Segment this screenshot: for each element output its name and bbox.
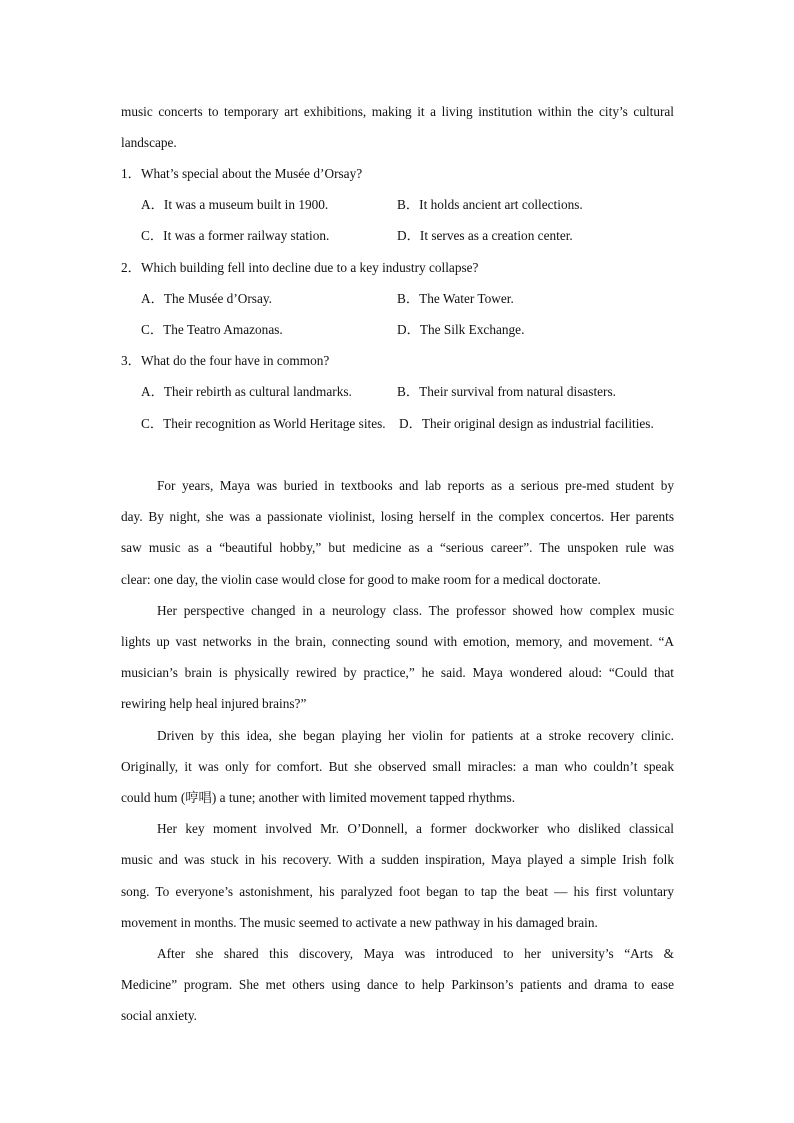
story-line: could hum (哼唱) a tune; another with limited movement tapped rhythms. <box>121 790 516 805</box>
story-line: social anxiety. <box>121 1008 197 1023</box>
story-line: Medicine” program. She met others using dance to help Parkinson’s patients and drama to ease <box>121 977 674 992</box>
story-line: Driven by this idea, she began playing her violin for patients at a stroke recovery clinic. <box>157 728 674 743</box>
story-line: music and was stuck in his recovery. With a sudden inspiration, Maya played a simple Irish folk <box>121 852 674 867</box>
option-1b: B．It holds ancient art collections. <box>397 197 583 212</box>
option-2d: D．The Silk Exchange. <box>397 322 525 337</box>
passage-line: landscape. <box>121 135 177 150</box>
option-2a: A．The Musée d’Orsay. <box>141 291 272 306</box>
story-line: For years, Maya was buried in textbooks and lab reports as a serious pre-med student by <box>157 478 674 493</box>
story-line: day. By night, she was a passionate violinist, losing herself in the complex concertos. Her parents <box>121 509 674 524</box>
story-line: movement in months. The music seemed to activate a new pathway in his damaged brain. <box>121 915 598 930</box>
story-line: clear: one day, the violin case would close for good to make room for a medical doctorate. <box>121 572 601 587</box>
passage-line: music concerts to temporary art exhibitions, making it a living institution within the city’s cultural <box>121 104 674 119</box>
question-2 <box>121 258 674 278</box>
question-text: What’s special about the Musée d’Orsay? <box>140 166 363 181</box>
question-3 <box>121 351 674 371</box>
story-line: Her key moment involved Mr. O’Donnell, a former dockworker who disliked classical <box>157 821 674 836</box>
story-line: musician’s brain is physically rewired by practice,” he said. Maya wondered aloud: “Could that <box>121 665 674 680</box>
option-3c: C．Their recognition as World Heritage sites. <box>141 416 386 431</box>
option-2b: B．The Water Tower. <box>397 291 514 306</box>
question-1 <box>121 164 674 184</box>
story-line: lights up vast networks in the brain, connecting sound with emotion, memory, and movement. “A <box>121 634 674 649</box>
option-3d: D．Their original design as industrial facilities. <box>399 416 654 431</box>
option-2c: C．The Teatro Amazonas. <box>141 322 283 337</box>
question-number: 2． <box>121 260 141 275</box>
story-line: After she shared this discovery, Maya was introduced to her university’s “Arts & <box>157 946 674 961</box>
story-line: Originally, it was only for comfort. But she observed small miracles: a man who couldn’t speak <box>121 759 674 774</box>
story-line: rewiring help heal injured brains?” <box>121 696 307 711</box>
question-number: 3． <box>121 353 141 368</box>
story-line: saw music as a “beautiful hobby,” but medicine as a “serious career”. The unspoken rule was <box>121 540 674 555</box>
option-3b: B．Their survival from natural disasters. <box>397 384 616 399</box>
question-text: What do the four have in common? <box>140 353 330 368</box>
option-1c: C．It was a former railway station. <box>141 228 330 243</box>
story-line: song. To everyone’s astonishment, his paralyzed foot began to tap the beat — his first voluntary <box>121 884 674 899</box>
story-line: Her perspective changed in a neurology class. The professor showed how complex music <box>157 603 674 618</box>
question-number: 1． <box>121 166 141 181</box>
option-1a: A．It was a museum built in 1900. <box>141 197 329 212</box>
option-3a: A．Their rebirth as cultural landmarks. <box>141 384 352 399</box>
question-text: Which building fell into decline due to a key industry collapse? <box>140 260 479 275</box>
option-1d: D．It serves as a creation center. <box>397 228 573 243</box>
